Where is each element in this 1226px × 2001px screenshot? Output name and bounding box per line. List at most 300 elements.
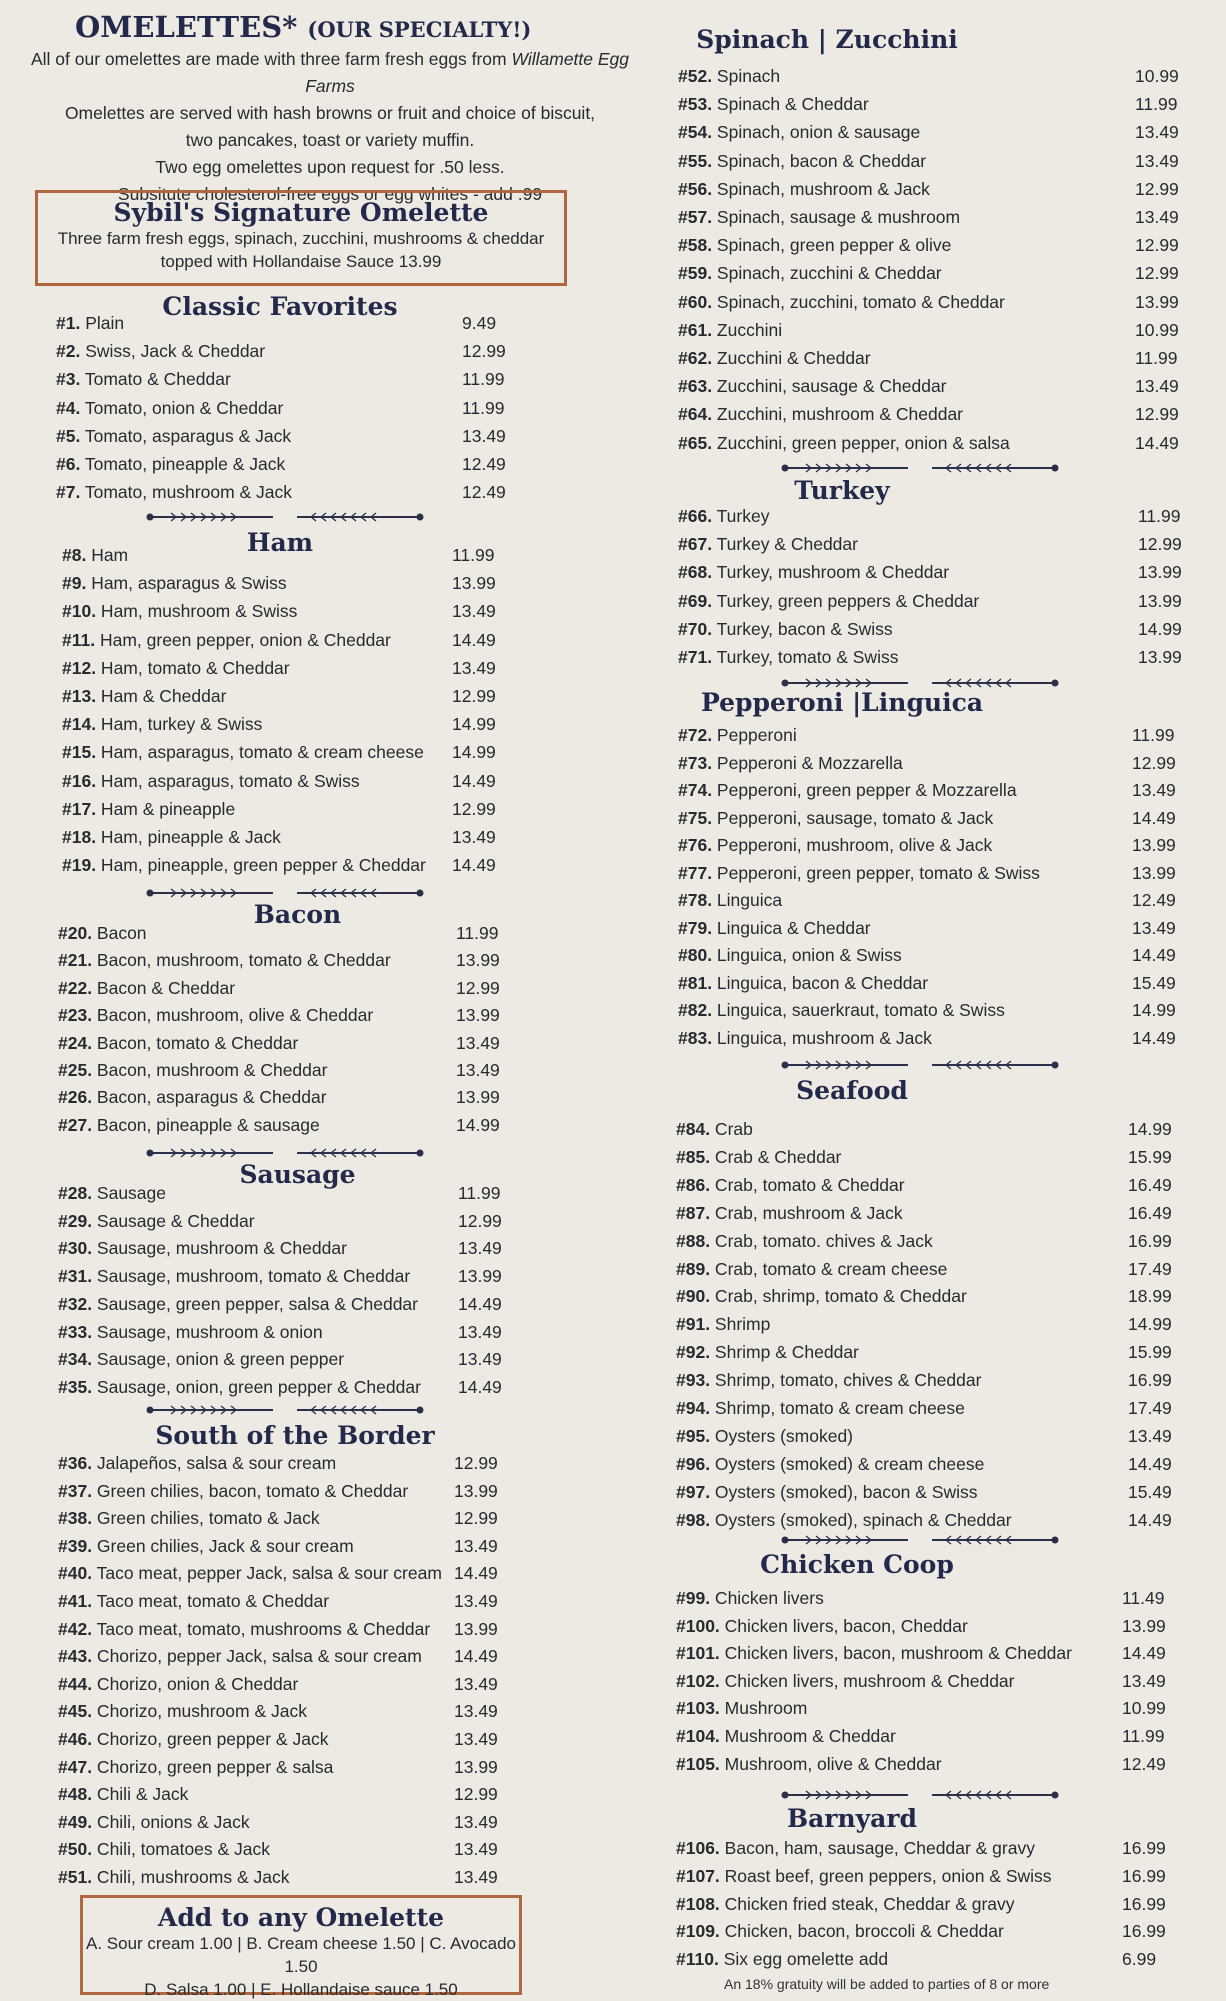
item-name: Sausage, green pepper, salsa & Cheddar <box>92 1293 418 1314</box>
item-price: 14.49 <box>1132 807 1176 828</box>
item-price: 13.49 <box>452 601 496 622</box>
item-price: 11.99 <box>452 545 495 565</box>
item-number: #107. <box>676 1865 720 1886</box>
item-name: Mushroom, olive & Cheddar <box>719 1753 942 1774</box>
item-price: 13.49 <box>452 827 496 847</box>
item-number: #21. <box>58 950 93 971</box>
menu-item <box>678 722 1192 748</box>
menu-item <box>58 1478 514 1504</box>
item-price: 12.99 <box>454 1784 498 1805</box>
item-price: 16.49 <box>1128 1202 1172 1223</box>
menu-item <box>58 1671 514 1697</box>
item-number: #54. <box>678 122 713 143</box>
item-price: 9.49 <box>462 313 497 333</box>
item-number: #75. <box>678 807 713 828</box>
item-price: 10.99 <box>1135 66 1179 86</box>
menu-item <box>56 479 522 505</box>
item-number: #26. <box>58 1087 93 1108</box>
item-price: 12.99 <box>1135 235 1179 256</box>
item-name: Pepperoni, green pepper & Mozzarella <box>712 780 1017 800</box>
item-price: 13.99 <box>1135 291 1179 312</box>
item-number: #49. <box>58 1811 93 1832</box>
item-number: #5. <box>56 425 81 446</box>
item-name: Bacon & Cheddar <box>92 977 236 998</box>
section-title-chicken: Chicken Coop <box>760 1550 954 1579</box>
item-name: Zucchini, green pepper, onion & salsa <box>712 432 1010 453</box>
item-number: #60. <box>678 291 713 312</box>
item-number: #1. <box>56 313 81 333</box>
item-name: Sausage, mushroom & Cheddar <box>92 1238 347 1259</box>
item-price: 13.49 <box>458 1349 502 1370</box>
item-name: Ham, asparagus, tomato & Swiss <box>96 770 360 791</box>
menu-title-suffix: (OUR SPECIALTY!) <box>307 17 532 42</box>
intro-line-1: All of our omelettes are made with three farm fresh eggs from <box>30 49 507 69</box>
section-title-ham: Ham <box>246 528 314 557</box>
item-number: #33. <box>58 1321 93 1342</box>
item-name: Taco meat, pepper Jack, salsa & sour cream <box>92 1563 442 1584</box>
item-name: Crab, shrimp, tomato & Cheddar <box>710 1286 967 1307</box>
menu-item <box>678 805 1192 831</box>
item-price: 14.49 <box>452 770 496 791</box>
item-price: 13.99 <box>454 1480 498 1501</box>
item-price: 16.99 <box>1122 1865 1166 1886</box>
item-number: #85. <box>676 1146 711 1167</box>
menu-item <box>678 373 1195 399</box>
item-number: #82. <box>678 1000 713 1020</box>
menu-item <box>62 711 512 737</box>
item-number: #96. <box>676 1453 711 1474</box>
menu-item <box>676 1640 1182 1666</box>
menu-title <box>75 10 531 44</box>
item-price: 13.99 <box>454 1618 498 1639</box>
item-price: 12.99 <box>458 1210 502 1231</box>
item-name: Sausage <box>92 1183 167 1203</box>
item-price: 13.99 <box>1132 835 1176 855</box>
item-price: 13.99 <box>456 1005 500 1026</box>
item-name: Crab & Cheddar <box>710 1146 842 1167</box>
item-price: 13.49 <box>1135 122 1179 143</box>
menu-item <box>676 1395 1188 1421</box>
item-number: #47. <box>58 1756 93 1777</box>
item-name: Sausage, mushroom, tomato & Cheddar <box>92 1266 411 1287</box>
item-number: #15. <box>62 742 97 763</box>
menu-item <box>56 395 522 421</box>
menu-item <box>676 1863 1182 1889</box>
item-name: Pepperoni, sausage, tomato & Jack <box>712 807 994 828</box>
item-name: Ham, turkey & Swiss <box>96 714 263 735</box>
menu-item <box>676 1283 1188 1309</box>
item-number: #103. <box>676 1698 720 1719</box>
item-price: 13.99 <box>1138 562 1182 583</box>
item-number: #30. <box>58 1238 93 1259</box>
menu-item <box>678 777 1192 803</box>
menu-item <box>676 1311 1188 1337</box>
item-price: 13.49 <box>454 1701 498 1722</box>
item-number: #67. <box>678 534 713 555</box>
item-name: Turkey, bacon & Swiss <box>712 618 893 639</box>
menu-item <box>58 1754 514 1780</box>
item-number: #55. <box>678 150 713 171</box>
menu-item <box>678 1025 1192 1051</box>
item-number: #23. <box>58 1005 93 1026</box>
menu-item <box>676 1946 1182 1972</box>
item-price: 13.49 <box>1135 150 1179 171</box>
item-name: Spinach, zucchini & Cheddar <box>712 263 942 284</box>
item-name: Chicken livers <box>710 1588 824 1608</box>
item-price: 16.99 <box>1122 1893 1166 1914</box>
menu-item <box>678 63 1195 89</box>
item-number: #36. <box>58 1453 93 1473</box>
item-price: 13.49 <box>1135 207 1179 227</box>
item-number: #6. <box>56 454 81 474</box>
item-price: 14.49 <box>1132 945 1176 965</box>
item-price: 12.99 <box>1135 404 1179 425</box>
item-number: #86. <box>676 1174 711 1195</box>
item-number: #50. <box>58 1839 93 1860</box>
item-number: #34. <box>58 1349 93 1370</box>
menu-item <box>58 1180 518 1206</box>
item-name: Bacon, mushroom & Cheddar <box>92 1060 328 1080</box>
item-name: Linguica <box>712 890 783 910</box>
item-name: Pepperoni, mushroom, olive & Jack <box>712 835 993 855</box>
item-name: Linguica, bacon & Cheddar <box>712 972 929 993</box>
menu-item <box>58 975 516 1001</box>
menu-item <box>58 1374 518 1400</box>
menu-item <box>678 345 1195 371</box>
menu-item <box>678 887 1192 913</box>
item-name: Chorizo, pepper Jack, salsa & sour cream <box>92 1646 422 1667</box>
item-price: 14.49 <box>452 855 496 876</box>
item-price: 14.49 <box>458 1293 502 1314</box>
menu-item <box>58 1726 514 1752</box>
item-name: Turkey & Cheddar <box>712 534 858 555</box>
item-price: 13.49 <box>454 1591 498 1611</box>
item-price: 11.99 <box>462 369 505 390</box>
item-price: 14.49 <box>1135 432 1179 453</box>
item-price: 12.99 <box>454 1453 498 1473</box>
item-name: Ham, green pepper, onion & Cheddar <box>95 629 391 650</box>
menu-item <box>678 204 1195 230</box>
item-name: Oysters (smoked), spinach & Cheddar <box>710 1509 1012 1530</box>
item-number: #37. <box>58 1480 93 1501</box>
item-price: 13.99 <box>456 950 500 971</box>
menu-item <box>678 644 1198 670</box>
item-name: Sausage, onion & green pepper <box>92 1349 345 1370</box>
item-number: #72. <box>678 725 713 745</box>
item-name: Turkey, green peppers & Cheddar <box>712 590 980 611</box>
section-title-classic: Classic Favorites <box>162 292 398 321</box>
menu-item <box>58 920 516 946</box>
item-name: Chicken, bacon, broccoli & Cheddar <box>719 1921 1004 1942</box>
item-number: #89. <box>676 1258 711 1279</box>
item-number: #52. <box>678 66 713 86</box>
menu-item <box>58 1836 514 1862</box>
item-number: #14. <box>62 714 97 735</box>
item-number: #16. <box>62 770 97 791</box>
item-price: 14.99 <box>452 742 496 763</box>
menu-item <box>678 588 1198 614</box>
item-price: 13.49 <box>456 1060 500 1080</box>
item-name: Spinach, onion & sausage <box>712 122 921 143</box>
item-number: #63. <box>678 376 713 397</box>
item-price: 13.99 <box>1138 590 1182 611</box>
menu-item <box>58 1505 514 1531</box>
item-price: 15.99 <box>1128 1146 1172 1167</box>
item-name: Linguica, mushroom & Jack <box>712 1027 932 1048</box>
item-name: Chili, onions & Jack <box>92 1811 250 1832</box>
item-name: Chorizo, green pepper & salsa <box>92 1756 334 1777</box>
item-name: Tomato & Cheddar <box>80 369 231 390</box>
item-number: #98. <box>676 1509 711 1530</box>
menu-item <box>58 1319 518 1345</box>
item-price: 12.99 <box>454 1508 498 1529</box>
item-price: 16.49 <box>1128 1174 1172 1195</box>
item-number: #42. <box>58 1618 93 1639</box>
item-number: #62. <box>678 348 713 368</box>
item-price: 13.49 <box>454 1673 498 1694</box>
item-number: #19. <box>62 855 97 876</box>
item-number: #56. <box>678 178 713 199</box>
menu-item <box>676 1423 1188 1449</box>
menu-item <box>58 1809 514 1835</box>
item-price: 10.99 <box>1122 1698 1166 1719</box>
item-number: #20. <box>58 923 93 943</box>
item-price: 13.99 <box>1138 647 1182 667</box>
ornament-divider <box>145 512 425 522</box>
item-name: Swiss, Jack & Cheddar <box>80 341 266 362</box>
signature-line-2: topped with Hollandaise Sauce 13.99 <box>160 252 442 271</box>
item-price: 14.49 <box>454 1563 498 1584</box>
item-name: Ham <box>86 545 129 565</box>
menu-item <box>62 683 512 709</box>
menu-item <box>58 1643 514 1669</box>
menu-item <box>678 997 1192 1023</box>
item-name: Green chilies, tomato & Jack <box>92 1508 320 1529</box>
item-number: #43. <box>58 1646 93 1667</box>
item-price: 11.99 <box>1132 725 1175 745</box>
item-name: Crab, tomato & cream cheese <box>710 1258 948 1279</box>
item-price: 12.99 <box>1138 534 1182 555</box>
item-price: 14.99 <box>1128 1314 1172 1335</box>
item-number: #7. <box>56 482 81 503</box>
menu-item <box>62 598 512 624</box>
item-name: Oysters (smoked) <box>710 1425 854 1446</box>
item-price: 11.99 <box>1138 506 1181 526</box>
item-price: 14.99 <box>452 714 496 735</box>
item-number: #77. <box>678 862 713 883</box>
ornament-divider <box>145 1405 425 1415</box>
item-number: #91. <box>676 1314 711 1335</box>
item-name: Chorizo, onion & Cheddar <box>92 1673 299 1694</box>
item-price: 11.99 <box>456 923 499 943</box>
item-price: 13.49 <box>452 657 496 678</box>
item-price: 17.49 <box>1128 1258 1172 1279</box>
item-name: Ham, asparagus & Swiss <box>86 573 287 594</box>
item-name: Ham & pineapple <box>96 798 236 819</box>
item-name: Linguica, sauerkraut, tomato & Swiss <box>712 1000 1005 1020</box>
item-price: 13.49 <box>1128 1425 1172 1446</box>
item-price: 12.99 <box>452 686 496 706</box>
item-number: #41. <box>58 1591 93 1611</box>
menu-item <box>62 627 512 653</box>
section-title-bacon: Bacon <box>253 900 342 929</box>
item-name: Bacon, ham, sausage, Cheddar & gravy <box>719 1838 1035 1858</box>
menu-item <box>678 559 1198 585</box>
menu-item <box>58 947 516 973</box>
section-title-seafood: Seafood <box>796 1076 908 1105</box>
item-number: #71. <box>678 647 713 667</box>
menu-item <box>62 655 512 681</box>
item-name: Oysters (smoked), bacon & Swiss <box>710 1481 978 1502</box>
item-number: #92. <box>676 1342 711 1363</box>
item-name: Shrimp, tomato, chives & Cheddar <box>710 1370 982 1391</box>
menu-item <box>676 1144 1188 1170</box>
section-title-spinach: Spinach | Zucchini <box>696 25 958 54</box>
menu-item <box>62 542 512 568</box>
item-price: 16.99 <box>1122 1838 1166 1858</box>
item-name: Bacon, pineapple & sausage <box>92 1114 320 1135</box>
menu-item <box>62 852 512 878</box>
item-price: 13.99 <box>1132 862 1176 883</box>
item-price: 13.49 <box>1135 376 1179 397</box>
item-price: 18.99 <box>1128 1286 1172 1307</box>
item-name: Ham, pineapple, green pepper & Cheddar <box>96 855 426 876</box>
item-price: 14.49 <box>1128 1509 1172 1530</box>
menu-item <box>676 1451 1188 1477</box>
item-number: #13. <box>62 686 97 706</box>
menu-item <box>58 1560 514 1586</box>
item-number: #108. <box>676 1893 720 1914</box>
menu-item <box>62 768 512 794</box>
item-price: 11.99 <box>1135 348 1178 368</box>
item-name: Roast beef, green peppers, onion & Swiss <box>719 1865 1052 1886</box>
menu-item <box>56 310 522 336</box>
menu-item <box>58 1698 514 1724</box>
item-name: Bacon, mushroom, tomato & Cheddar <box>92 950 391 971</box>
menu-item <box>58 1588 514 1614</box>
section-title-turkey: Turkey <box>794 476 890 505</box>
item-price: 13.49 <box>462 425 506 446</box>
menu-item <box>678 148 1195 174</box>
menu-item <box>678 832 1192 858</box>
item-name: Crab, tomato & Cheddar <box>710 1174 905 1195</box>
menu-item <box>678 91 1195 117</box>
menu-item <box>58 1030 516 1056</box>
item-name: Plain <box>80 313 125 333</box>
item-price: 14.49 <box>458 1376 502 1397</box>
item-name: Turkey, mushroom & Cheddar <box>712 562 950 583</box>
menu-item <box>678 750 1192 776</box>
item-number: #95. <box>676 1425 711 1446</box>
menu-item <box>676 1228 1188 1254</box>
item-price: 12.99 <box>452 798 496 819</box>
item-number: #2. <box>56 341 81 362</box>
section-title-barnyard: Barnyard <box>786 1804 918 1833</box>
menu-item <box>678 915 1192 941</box>
item-number: #90. <box>676 1286 711 1307</box>
item-number: #38. <box>58 1508 93 1529</box>
ornament-divider <box>780 463 1060 473</box>
item-number: #65. <box>678 432 713 453</box>
menu-item <box>676 1116 1188 1142</box>
item-price: 12.99 <box>1132 752 1176 773</box>
item-price: 13.49 <box>454 1867 498 1887</box>
item-name: Bacon, mushroom, olive & Cheddar <box>92 1005 374 1026</box>
menu-item <box>62 824 512 850</box>
item-number: #83. <box>678 1027 713 1048</box>
menu-item <box>58 1291 518 1317</box>
item-price: 14.99 <box>1132 1000 1176 1020</box>
menu-item <box>676 1256 1188 1282</box>
item-name: Bacon, tomato & Cheddar <box>92 1032 299 1053</box>
ornament-divider <box>780 1535 1060 1545</box>
item-price: 12.99 <box>1135 263 1179 284</box>
menu-item <box>58 1084 516 1110</box>
item-number: #66. <box>678 506 713 526</box>
item-number: #29. <box>58 1210 93 1231</box>
item-price: 11.99 <box>1122 1726 1165 1746</box>
item-price: 13.99 <box>452 573 496 594</box>
item-name: Spinach <box>712 66 781 86</box>
menu-item <box>676 1918 1182 1944</box>
menu-item <box>62 739 512 765</box>
menu-item <box>678 942 1192 968</box>
menu-item <box>58 1533 514 1559</box>
item-price: 14.49 <box>452 629 496 650</box>
addons-box <box>80 1895 522 1999</box>
item-number: #87. <box>676 1202 711 1223</box>
menu-item <box>62 570 512 596</box>
item-number: #45. <box>58 1701 93 1722</box>
item-number: #27. <box>58 1114 93 1135</box>
menu-item <box>678 616 1198 642</box>
item-price: 11.99 <box>1135 94 1178 115</box>
item-number: #44. <box>58 1673 93 1694</box>
item-name: Pepperoni, green pepper, tomato & Swiss <box>712 862 1040 883</box>
gratuity-note: An 18% gratuity will be added to parties of 8 or more <box>724 1976 1050 1992</box>
item-name: Sausage, mushroom & onion <box>92 1321 323 1342</box>
item-number: #3. <box>56 369 81 390</box>
item-name: Linguica & Cheddar <box>712 917 871 938</box>
item-price: 13.49 <box>1132 780 1176 800</box>
item-name: Six egg omelette add <box>718 1949 889 1970</box>
item-name: Chicken livers, bacon, Cheddar <box>719 1615 968 1636</box>
item-name: Pepperoni & Mozzarella <box>712 752 903 773</box>
item-name: Bacon, asparagus & Cheddar <box>92 1087 327 1108</box>
menu-item <box>58 1346 518 1372</box>
item-number: #48. <box>58 1784 93 1805</box>
menu-item <box>62 796 512 822</box>
item-name: Taco meat, tomato & Cheddar <box>92 1591 330 1611</box>
item-price: 13.99 <box>458 1266 502 1287</box>
item-price: 14.49 <box>1128 1453 1172 1474</box>
item-name: Sausage & Cheddar <box>92 1210 255 1231</box>
item-price: 13.49 <box>454 1839 498 1860</box>
item-name: Zucchini, sausage & Cheddar <box>712 376 947 397</box>
menu-item <box>676 1723 1182 1749</box>
item-name: Tomato, onion & Cheddar <box>80 397 284 418</box>
menu-item <box>58 1781 514 1807</box>
item-price: 12.49 <box>462 454 506 474</box>
item-name: Chicken livers, mushroom & Cheddar <box>719 1670 1015 1691</box>
intro-line-3: two pancakes, toast or variety muffin. <box>185 130 475 150</box>
item-number: #64. <box>678 404 713 425</box>
item-name: Taco meat, tomato, mushrooms & Cheddar <box>92 1618 431 1639</box>
item-name: Spinach, mushroom & Jack <box>712 178 930 199</box>
item-number: #80. <box>678 945 713 965</box>
item-number: #25. <box>58 1060 93 1080</box>
item-name: Chicken livers, bacon, mushroom & Cheddar <box>719 1643 1072 1664</box>
